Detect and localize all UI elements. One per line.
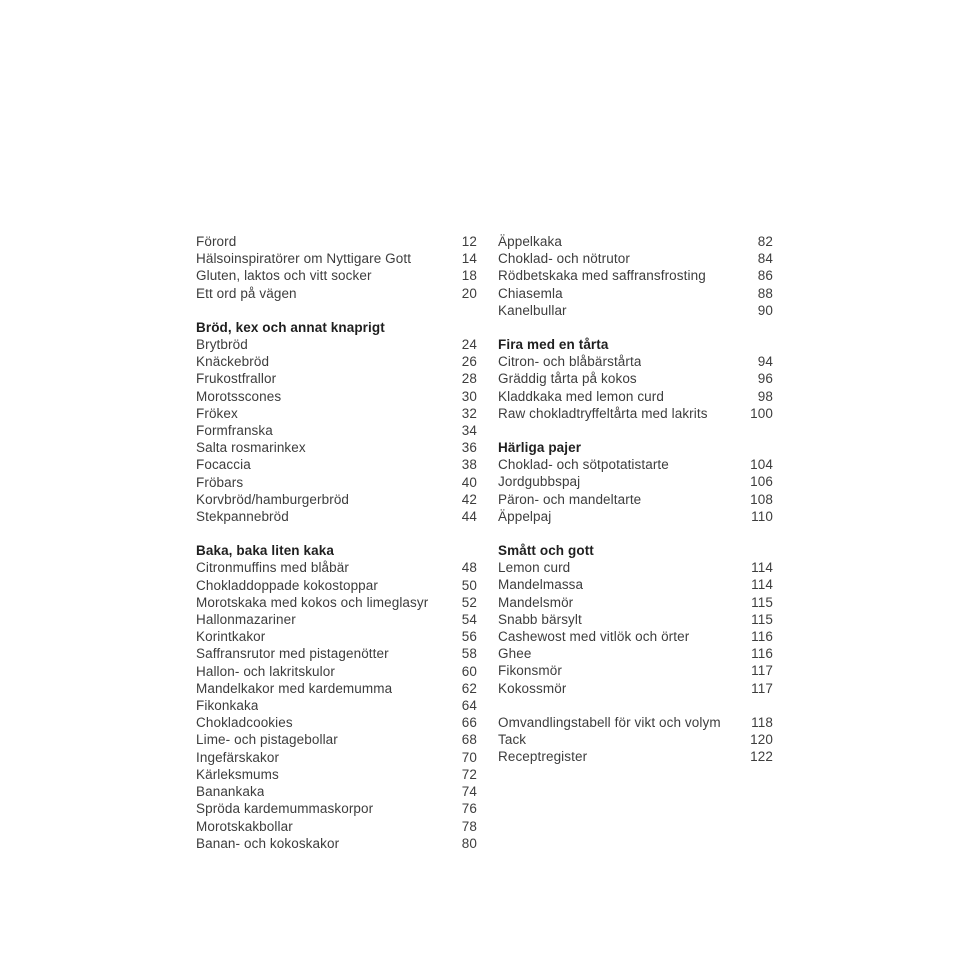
toc-entry-page-number: 82	[757, 234, 773, 249]
toc-entry-page-number: 18	[461, 268, 477, 284]
toc-entry-page-number: 20	[461, 285, 477, 301]
toc-entry	[196, 714, 477, 731]
toc-entry	[498, 250, 773, 267]
toc-entry	[196, 456, 477, 473]
toc-entry	[498, 353, 773, 370]
toc-entry-page-number: 52	[461, 594, 477, 610]
toc-entry-title: Mandelmassa	[498, 577, 584, 593]
toc-section	[498, 336, 773, 422]
toc-entry-page-number: 96	[757, 371, 773, 387]
toc-entry-page-number: 54	[461, 612, 477, 628]
toc-entry-title: Korintkakor	[196, 629, 266, 645]
toc-entry	[196, 663, 477, 680]
toc-entry-page-number: 104	[750, 457, 773, 473]
toc-entry-page-number: 117	[751, 680, 773, 696]
toc-entry-title: Lemon curd	[498, 560, 571, 576]
toc-entry-page-number: 120	[750, 732, 773, 748]
toc-entry-page-number: 12	[461, 234, 477, 249]
toc-entry-title: Salta rosmarinkex	[196, 440, 306, 456]
toc-entry-title: Jordgubbspaj	[498, 474, 581, 490]
toc-entry-page-number: 122	[750, 749, 773, 765]
toc-entry-title: Korvbröd/hamburgerbröd	[196, 491, 350, 507]
toc-entry	[498, 628, 773, 645]
toc-entry-title: Chokladcookies	[196, 715, 293, 731]
toc-entry-page-number: 115	[751, 611, 773, 627]
toc-entry-page-number: 86	[757, 268, 773, 284]
toc-entry-page-number: 80	[461, 835, 477, 851]
toc-entry-page-number: 34	[461, 423, 477, 439]
toc-section-heading: Fira med en tårta	[498, 337, 609, 353]
toc-entry-title: Päron- och mandeltarte	[498, 491, 642, 507]
toc-section-heading: Härliga pajer	[498, 440, 582, 456]
toc-entry-title: Morotskaka med kokos och limeglasyr	[196, 594, 429, 610]
toc-entry-title: Hälsoinspiratörer om Nyttigare Gott	[196, 251, 412, 267]
toc-section	[498, 714, 773, 766]
toc-entry-page-number: 64	[461, 698, 477, 714]
toc-entry	[196, 594, 477, 611]
toc-entry-title: Brytbröd	[196, 337, 248, 353]
toc-entry-page-number: 38	[461, 457, 477, 473]
toc-entry-page-number: 115	[751, 594, 773, 610]
toc-entry	[196, 336, 477, 353]
toc-section	[196, 542, 477, 852]
toc-entry-title: Banan- och kokoskakor	[196, 835, 340, 851]
toc-entry-page-number: 78	[461, 818, 477, 834]
toc-entry	[498, 508, 773, 525]
toc-entry	[196, 783, 477, 800]
toc-entry-title: Förord	[196, 234, 237, 249]
toc-entry-page-number: 74	[461, 784, 477, 800]
toc-entry-page-number: 44	[461, 509, 477, 525]
toc-entry-title: Saffransrutor med pistagenötter	[196, 646, 389, 662]
toc-entry-page-number: 68	[461, 732, 477, 748]
toc-entry	[498, 645, 773, 662]
toc-entry	[196, 370, 477, 387]
toc-entry-title: Choklad- och sötpotatistarte	[498, 457, 669, 473]
toc-entry	[498, 233, 773, 250]
toc-section-heading: Smått och gott	[498, 543, 594, 559]
toc-entry	[196, 474, 477, 491]
toc-section-heading: Baka, baka liten kaka	[196, 543, 334, 559]
toc-entry	[196, 405, 477, 422]
toc-entry-page-number: 50	[461, 577, 477, 593]
toc-entry	[498, 731, 773, 748]
toc-entry-page-number: 56	[461, 629, 477, 645]
toc-entry	[498, 267, 773, 284]
toc-entry-title: Kladdkaka med lemon curd	[498, 388, 664, 404]
toc-entry	[196, 559, 477, 576]
toc-entry	[498, 748, 773, 765]
toc-entry-title: Kokossmör	[498, 680, 567, 696]
toc-entry	[196, 835, 477, 852]
toc-entry-title: Frökex	[196, 405, 238, 421]
toc-column-left	[196, 233, 477, 852]
toc-entry-title: Tack	[498, 732, 527, 748]
toc-entry	[498, 714, 773, 731]
toc-entry	[196, 800, 477, 817]
toc-section	[498, 233, 773, 319]
toc-entry-page-number: 32	[461, 405, 477, 421]
toc-column-right	[498, 233, 773, 765]
toc-entry	[196, 577, 477, 594]
toc-entry	[498, 611, 773, 628]
toc-entry-page-number: 26	[461, 354, 477, 370]
toc-entry	[196, 680, 477, 697]
toc-entry-title: Morotskakbollar	[196, 818, 293, 834]
toc-entry	[498, 456, 773, 473]
toc-entry	[196, 628, 477, 645]
toc-entry-page-number: 28	[461, 371, 477, 387]
toc-entry	[196, 818, 477, 835]
toc-entry	[498, 302, 773, 319]
toc-entry-page-number: 90	[757, 302, 773, 318]
toc-entry	[498, 680, 773, 697]
toc-entry-title: Chiasemla	[498, 285, 563, 301]
toc-entry	[498, 594, 773, 611]
toc-entry-title: Cashewost med vitlök och örter	[498, 629, 690, 645]
toc-entry	[498, 405, 773, 422]
toc-section-heading: Bröd, kex och annat knaprigt	[196, 319, 385, 335]
toc-entry-page-number: 14	[461, 251, 477, 267]
toc-entry-title: Banankaka	[196, 784, 265, 800]
toc-section	[498, 439, 773, 525]
toc-entry-page-number: 88	[757, 285, 773, 301]
toc-entry-page-number: 117	[751, 663, 773, 679]
toc-section	[196, 233, 477, 302]
toc-entry-title: Ingefärskakor	[196, 749, 280, 765]
toc-entry-title: Hallonmazariner	[196, 612, 296, 628]
toc-entry	[196, 439, 477, 456]
toc-entry-title: Äppelpaj	[498, 508, 552, 524]
toc-entry-title: Äppelkaka	[498, 234, 562, 249]
toc-entry-page-number: 70	[461, 749, 477, 765]
toc-entry	[498, 559, 773, 576]
toc-entry	[498, 662, 773, 679]
toc-entry-title: Omvandlingstabell för vikt och volym	[498, 714, 721, 730]
toc-entry-title: Choklad- och nötrutor	[498, 251, 630, 267]
toc-entry	[498, 370, 773, 387]
toc-entry-page-number: 108	[750, 491, 773, 507]
toc-entry	[196, 388, 477, 405]
toc-entry-page-number: 116	[751, 646, 773, 662]
toc-entry	[196, 766, 477, 783]
toc-section	[498, 542, 773, 697]
toc-entry	[498, 388, 773, 405]
toc-entry	[498, 473, 773, 490]
toc-entry-title: Rödbetskaka med saffransfrosting	[498, 268, 706, 284]
toc-entry-page-number: 110	[751, 508, 773, 524]
toc-entry-title: Citronmuffins med blåbär	[196, 560, 349, 576]
toc-entry-title: Chokladdoppade kokostoppar	[196, 577, 378, 593]
toc-entry-title: Mandelsmör	[498, 594, 574, 610]
toc-entry-title: Mandelkakor med kardemumma	[196, 680, 393, 696]
toc-entry	[196, 267, 477, 284]
toc-entry-title: Ett ord på vägen	[196, 285, 297, 301]
toc-entry-title: Raw chokladtryffeltårta med lakrits	[498, 405, 708, 421]
toc-entry-page-number: 66	[461, 715, 477, 731]
toc-entry-title: Fikonkaka	[196, 698, 259, 714]
toc-entry-page-number: 76	[461, 801, 477, 817]
toc-section	[196, 319, 477, 525]
toc-entry-title: Frukostfrallor	[196, 371, 277, 387]
toc-entry	[498, 491, 773, 508]
toc-entry-page-number: 100	[750, 405, 773, 421]
toc-entry-title: Hallon- och lakritskulor	[196, 663, 335, 679]
toc-entry-title: Snabb bärsylt	[498, 611, 582, 627]
toc-entry	[498, 576, 773, 593]
toc-entry	[196, 233, 477, 250]
toc-entry	[196, 731, 477, 748]
toc-entry-page-number: 72	[461, 766, 477, 782]
toc-entry-page-number: 98	[757, 388, 773, 404]
toc-entry	[196, 508, 477, 525]
toc-entry	[498, 285, 773, 302]
toc-entry-page-number: 84	[757, 251, 773, 267]
toc-entry-title: Lime- och pistagebollar	[196, 732, 338, 748]
toc-entry	[196, 250, 477, 267]
toc-entry-page-number: 60	[461, 663, 477, 679]
toc-entry-title: Focaccia	[196, 457, 251, 473]
toc-entry-page-number: 114	[751, 577, 773, 593]
toc-entry-title: Stekpannebröd	[196, 509, 289, 525]
toc-entry-title: Kanelbullar	[498, 302, 567, 318]
toc-entry-page-number: 118	[751, 714, 773, 730]
toc-entry-title: Knäckebröd	[196, 354, 270, 370]
toc-entry	[196, 353, 477, 370]
toc-entry-title: Formfranska	[196, 423, 273, 439]
toc-entry-page-number: 106	[750, 474, 773, 490]
toc-entry-page-number: 94	[757, 354, 773, 370]
toc-entry-title: Receptregister	[498, 749, 588, 765]
toc-entry-title: Spröda kardemummaskorpor	[196, 801, 374, 817]
toc-entry-title: Citron- och blåbärstårta	[498, 354, 642, 370]
toc-entry	[196, 611, 477, 628]
toc-entry-page-number: 48	[461, 560, 477, 576]
toc-entry	[196, 645, 477, 662]
toc-entry-page-number: 62	[461, 680, 477, 696]
toc-entry	[196, 749, 477, 766]
toc-entry-page-number: 114	[751, 560, 773, 576]
toc-entry-title: Fikonsmör	[498, 663, 562, 679]
toc-entry-page-number: 116	[751, 629, 773, 645]
toc-entry-page-number: 40	[461, 474, 477, 490]
toc-entry-page-number: 36	[461, 440, 477, 456]
toc-entry-title: Gräddig tårta på kokos	[498, 371, 637, 387]
toc-entry-title: Gluten, laktos och vitt socker	[196, 268, 372, 284]
toc-entry-title: Kärleksmums	[196, 766, 279, 782]
toc-entry	[196, 697, 477, 714]
toc-entry-title: Morotsscones	[196, 388, 282, 404]
toc-entry-page-number: 30	[461, 388, 477, 404]
toc-entry-page-number: 42	[461, 491, 477, 507]
toc-entry-title: Fröbars	[196, 474, 244, 490]
toc-entry	[196, 422, 477, 439]
toc-entry-title: Ghee	[498, 646, 532, 662]
toc-entry	[196, 285, 477, 302]
toc-entry	[196, 491, 477, 508]
toc-entry-page-number: 58	[461, 646, 477, 662]
toc-entry-page-number: 24	[461, 337, 477, 353]
